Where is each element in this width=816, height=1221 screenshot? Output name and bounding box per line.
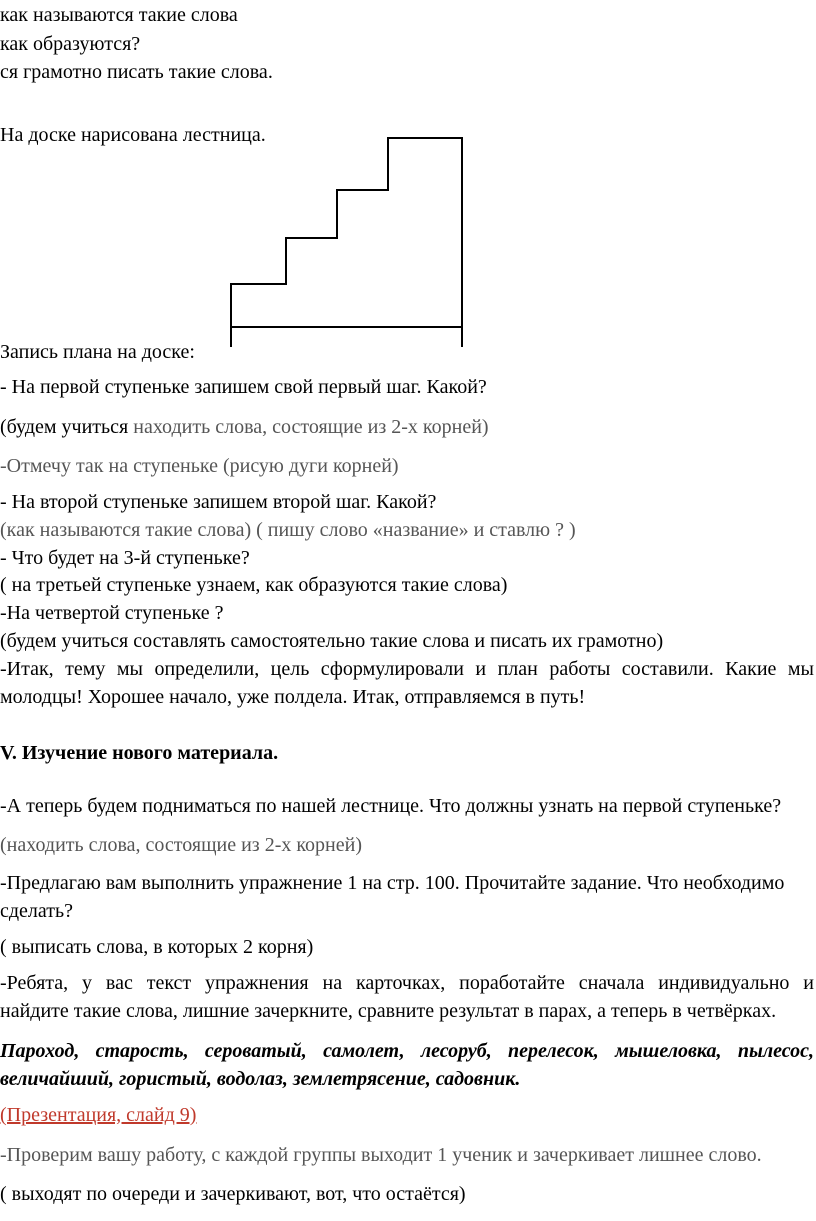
plan-step1-mark: -Отмечу так на ступеньке (рисую дуги корней) [0, 455, 399, 477]
plan-step2-question: - На второй ступеньке запишем второй шаг. Какой? [0, 491, 437, 513]
plan-step1-answer-start: (будем учиться [0, 416, 134, 438]
plan-summary-line-1: -Итак, тему мы определили, цель сформулировали и план работы составили. Какие мы [0, 658, 814, 680]
section-heading: V. Изучение нового материала. [0, 742, 279, 764]
study-paragraph-3-line-2: сделать? [0, 900, 74, 922]
board-intro: На доске нарисована лестница. [0, 124, 266, 146]
header-line-1: как называются такие слова [0, 4, 238, 26]
presentation-link-line[interactable] [0, 1102, 196, 1128]
study-paragraph-7: ( выходят по очереди и зачеркивают, вот, что остаётся) [0, 1183, 466, 1205]
plan-step1-answer-rest: находить слова, состоящие из 2-х корней) [133, 416, 489, 438]
study-paragraph-3-line-1: -Предлагаю вам выполнить упражнение 1 на стр. 100. Прочитайте задание. Что необходимо [0, 872, 785, 894]
plan-step2-answer: (как называются такие слова) ( пишу слово «название» и ставлю ? ) [0, 519, 576, 541]
study-paragraph-2: (находить слова, состоящие из 2-х корней) [0, 834, 362, 856]
staircase-drawing [0, 0, 816, 360]
plan-step1-question: - На первой ступеньке запишем свой первый шаг. Какой? [0, 376, 487, 398]
word-list-line-1: Пароход, старость, сероватый, самолет, лесоруб, перелесок, мышеловка, пылесос, [0, 1040, 814, 1062]
study-paragraph-6: -Проверим вашу работу, с каждой группы выходит 1 ученик и зачеркивает лишнее слово. [0, 1144, 762, 1166]
plan-step1-answer [0, 414, 489, 440]
study-paragraph-4: ( выписать слова, в которых 2 корня) [0, 936, 314, 958]
plan-step4-answer: (будем учиться составлять самостоятельно такие слова и писать их грамотно) [0, 630, 664, 652]
presentation-link[interactable]: (Презентация, слайд 9) [0, 1104, 197, 1126]
staircase-outline [231, 138, 462, 347]
word-list-line-2: величайший, гористый, водолаз, землетрясение, садовник. [0, 1068, 521, 1090]
study-paragraph-1: -А теперь будем подниматься по нашей лестнице. Что должны узнать на первой ступеньке? [0, 795, 782, 817]
study-paragraph-5-line-1: -Ребята, у вас текст упражнения на карточках, поработайте сначала индивидуально и [0, 972, 814, 994]
header-line-3: ся грамотно писать такие слова. [0, 61, 273, 83]
plan-step4-question: -На четвертой ступеньке ? [0, 602, 224, 624]
header-line-2: как образуются? [0, 33, 141, 55]
plan-step3-question: - Что будет на 3-й ступеньке? [0, 547, 250, 569]
plan-step3-answer: ( на третьей ступеньке узнаем, как образуются такие слова) [0, 574, 508, 596]
study-paragraph-5-line-2: найдите такие слова, лишние зачеркните, сравните результат в парах, а теперь в четвёрках. [0, 1000, 777, 1022]
plan-title: Запись плана на доске: [0, 341, 195, 363]
plan-summary-line-2: молодцы! Хорошее начало, уже полдела. Итак, отправляемся в путь! [0, 686, 586, 708]
